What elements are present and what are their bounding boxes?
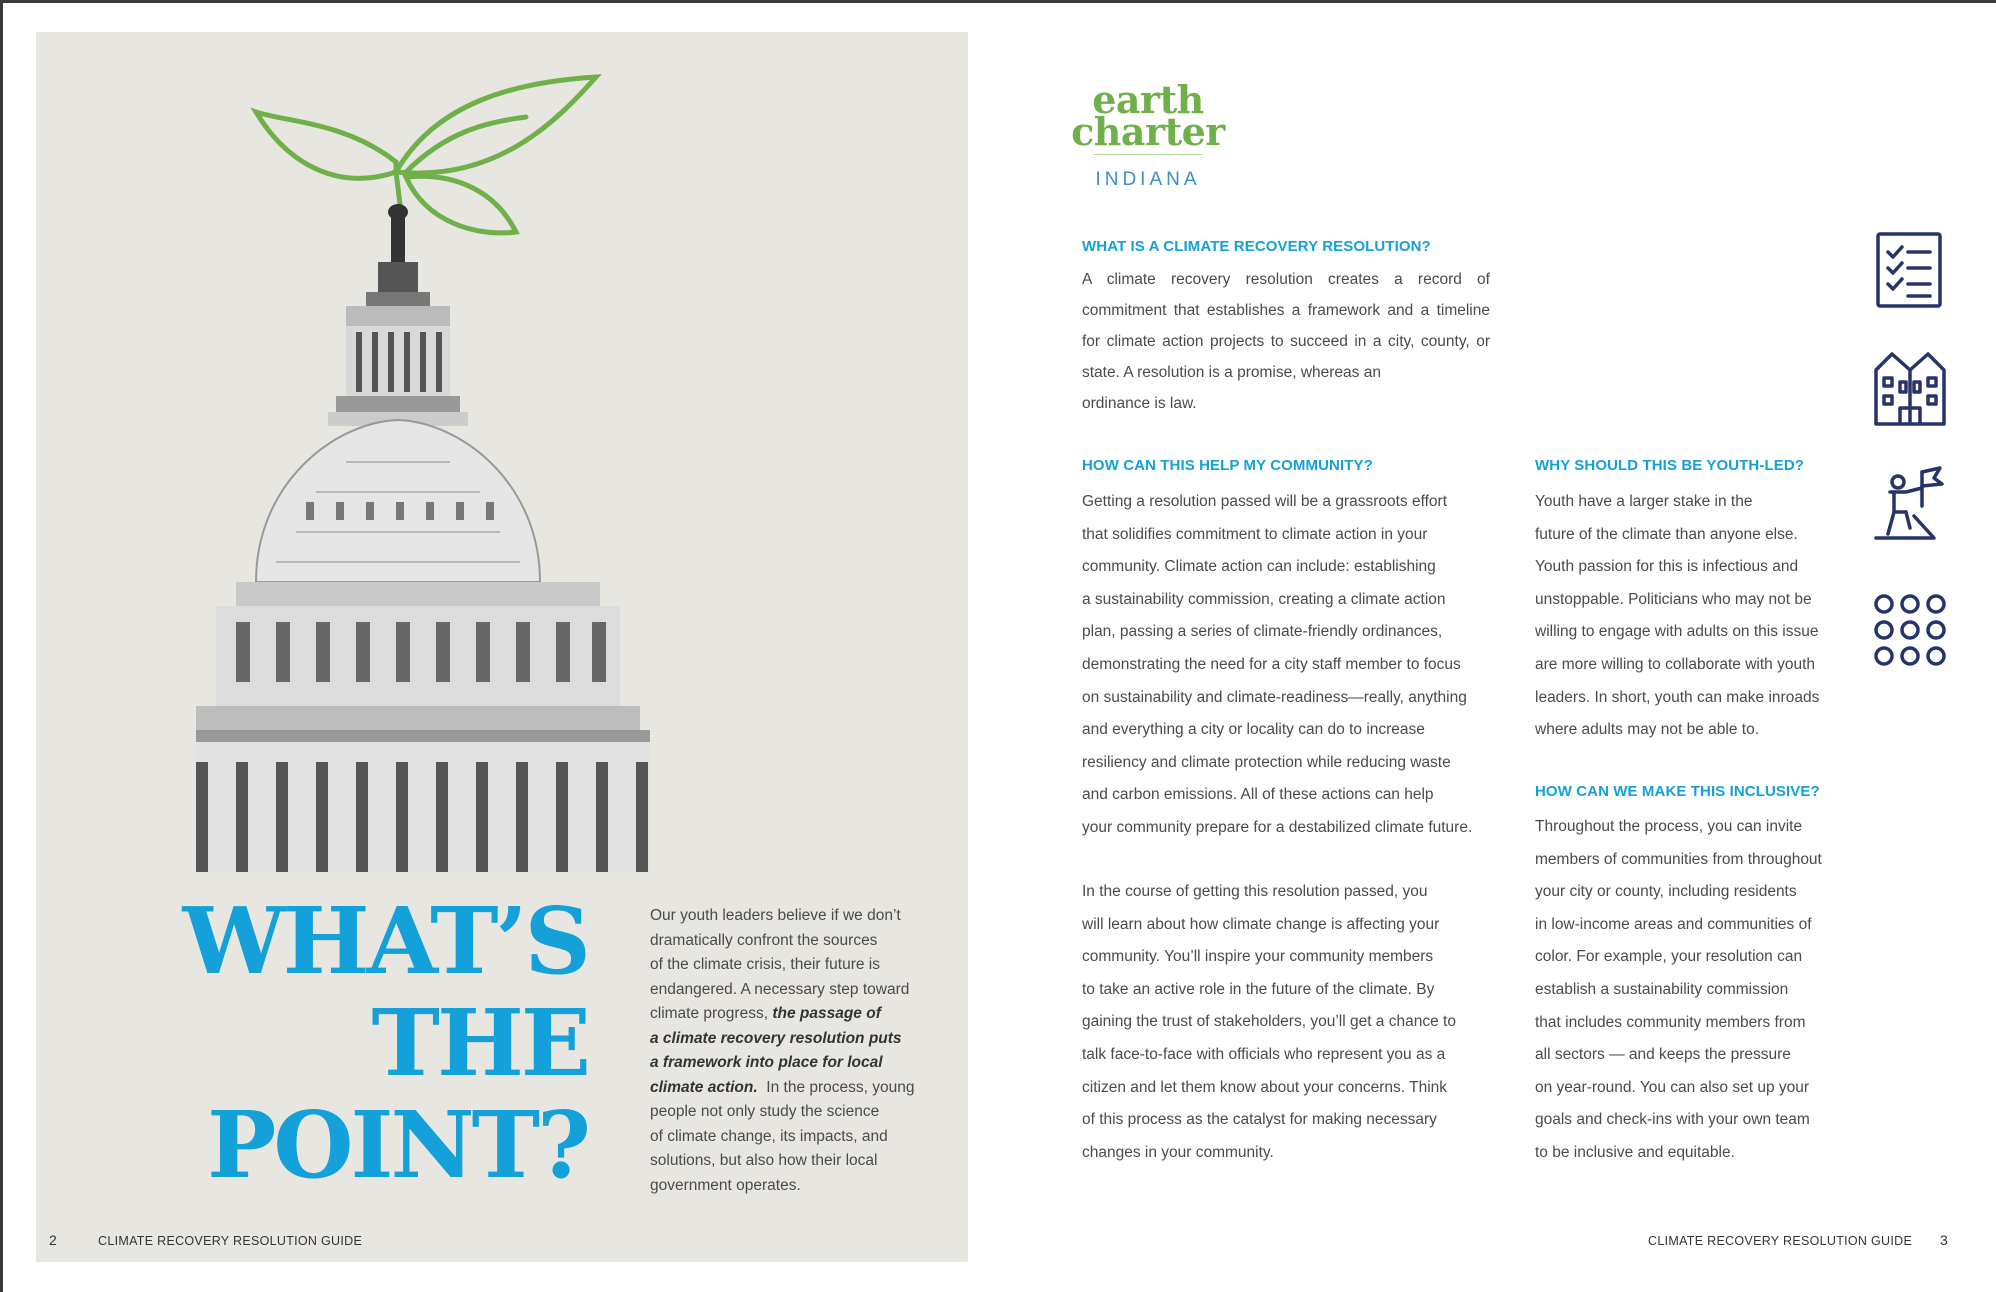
body-line: of this process as the catalyst for making necessary bbox=[1082, 1111, 1437, 1129]
intro-line: Our youth leaders believe if we don’t bbox=[650, 907, 901, 924]
body-line: resiliency and climate protection while reducing waste bbox=[1082, 753, 1451, 771]
body-line: on sustainability and climate-readiness—really, anything bbox=[1082, 688, 1467, 706]
body-line: Getting a resolution passed will be a grassroots effort bbox=[1082, 493, 1448, 510]
headline-line: THE bbox=[371, 989, 588, 1097]
section-body-help bbox=[1082, 486, 1472, 845]
body-line: gaining the trust of stakeholders, you’ll get a chance to bbox=[1082, 1013, 1456, 1031]
body-line: Youth have a larger stake in the bbox=[1535, 493, 1753, 510]
body-line: and carbon emissions. All of these actions can help bbox=[1082, 786, 1434, 804]
section-title-what: WHAT IS A CLIMATE RECOVERY RESOLUTION? bbox=[1082, 238, 1431, 255]
intro-line: government operates. bbox=[650, 1176, 801, 1194]
intro-line: people not only study the science bbox=[650, 1103, 880, 1120]
body-line: members of communities from throughout bbox=[1535, 850, 1822, 868]
body-line: will learn about how climate change is affecting your bbox=[1082, 915, 1440, 933]
intro-paragraph bbox=[650, 904, 940, 1198]
body-line: state. A resolution is a promise, whereas an bbox=[1082, 364, 1381, 381]
body-line: talk face-to-face with officials who represent you as a bbox=[1082, 1045, 1446, 1063]
section-title-inclusive: HOW CAN WE MAKE THIS INCLUSIVE? bbox=[1535, 783, 1820, 800]
section-body-youth bbox=[1535, 486, 1819, 747]
body-line: all sectors — and keeps the pressure bbox=[1535, 1046, 1791, 1064]
intro-emphasis: the passage of bbox=[772, 1005, 881, 1022]
intro-line: endangered. A necessary step toward bbox=[650, 980, 910, 998]
logo-rule bbox=[1093, 154, 1203, 155]
intro-line: dramatically confront the sources bbox=[650, 931, 878, 949]
page-number-right: 3 bbox=[1940, 1232, 1948, 1248]
body-line: changes in your community. bbox=[1082, 1143, 1274, 1161]
intro-line: of climate change, its impacts, and bbox=[650, 1127, 888, 1145]
body-line: demonstrating the need for a city staff member to focus bbox=[1082, 655, 1461, 673]
body-line: where adults may not be able to. bbox=[1535, 721, 1760, 739]
footer-label-left: CLIMATE RECOVERY RESOLUTION GUIDE bbox=[98, 1234, 363, 1248]
left-border bbox=[0, 0, 3, 1292]
intro-emphasis: a framework into place for local bbox=[650, 1054, 883, 1071]
body-line: community. Climate action can include: establishing bbox=[1082, 558, 1436, 576]
top-border bbox=[0, 0, 1996, 3]
leaf-sprout-icon bbox=[256, 77, 596, 233]
body-line: in low-income areas and communities of bbox=[1535, 915, 1812, 933]
headline-line: POINT? bbox=[207, 1091, 588, 1199]
page-number-left: 2 bbox=[49, 1232, 57, 1248]
capitol-dome-illustration bbox=[196, 62, 876, 882]
body-line: are more willing to collaborate with youth bbox=[1535, 655, 1815, 673]
body-line: unstoppable. Politicians who may not be bbox=[1535, 590, 1812, 608]
footer-label-right: CLIMATE RECOVERY RESOLUTION GUIDE bbox=[1648, 1234, 1913, 1248]
body-line: establish a sustainability commission bbox=[1535, 980, 1789, 998]
section-body-inclusive bbox=[1535, 811, 1822, 1170]
logo-line-indiana: INDIANA bbox=[1095, 169, 1201, 190]
intro-text: climate progress, bbox=[650, 1005, 773, 1022]
body-line: Throughout the process, you can invite bbox=[1535, 818, 1803, 835]
intro-text: In the process, young bbox=[757, 1078, 915, 1096]
body-line: and everything a city or locality can do to increase bbox=[1082, 721, 1425, 739]
checklist-icon bbox=[1870, 230, 1950, 310]
body-line: on year-round. You can also set up your bbox=[1535, 1078, 1810, 1096]
body-line: community. You’ll inspire your community members bbox=[1082, 948, 1434, 966]
body-line: leaders. In short, youth can make inroads bbox=[1535, 688, 1820, 706]
body-line: willing to engage with adults on this issue bbox=[1535, 623, 1819, 641]
body-line: Youth passion for this is infectious and bbox=[1535, 558, 1799, 576]
intro-line bbox=[650, 1051, 940, 1076]
headline-line: WHAT’S bbox=[182, 887, 588, 995]
section-title-youth: WHY SHOULD THIS BE YOUTH-LED? bbox=[1535, 457, 1805, 474]
climber-flag-icon bbox=[1870, 462, 1950, 542]
body-line: for climate action projects to succeed in a city, county, or bbox=[1082, 333, 1490, 350]
logo-line-charter: charter bbox=[1071, 109, 1225, 154]
body-line: your city or county, including residents bbox=[1535, 883, 1797, 901]
body-line: your community prepare for a destabilized climate future. bbox=[1082, 818, 1473, 836]
houses-icon bbox=[1870, 348, 1950, 428]
earth-charter-logo bbox=[1068, 77, 1228, 191]
intro-line bbox=[650, 1002, 940, 1027]
section-body-help-2 bbox=[1082, 876, 1456, 1169]
intro-line: of the climate crisis, their future is bbox=[650, 956, 880, 973]
intro-emphasis: climate action. bbox=[650, 1078, 758, 1096]
section-body-what bbox=[1082, 264, 1490, 419]
body-line: color. For example, your resolution can bbox=[1535, 948, 1803, 966]
logo-line-earth: earth bbox=[1092, 77, 1204, 122]
intro-line bbox=[650, 1027, 940, 1052]
body-line: In the course of getting this resolution passed, you bbox=[1082, 883, 1428, 900]
body-line: that solidifies commitment to climate action in your bbox=[1082, 525, 1428, 543]
people-grid-icon bbox=[1870, 590, 1950, 670]
body-line: to be inclusive and equitable. bbox=[1535, 1143, 1735, 1161]
body-line: future of the climate than anyone else. bbox=[1535, 525, 1798, 543]
headline bbox=[182, 887, 588, 1199]
left-page-panel bbox=[36, 32, 968, 1262]
body-line: that includes community members from bbox=[1535, 1013, 1806, 1031]
body-line: commitment that establishes a framework and a timeline bbox=[1082, 302, 1490, 319]
body-line: plan, passing a series of climate-friendly ordinances, bbox=[1082, 623, 1443, 641]
intro-emphasis: a climate recovery resolution puts bbox=[650, 1029, 902, 1047]
section-title-help: HOW CAN THIS HELP MY COMMUNITY? bbox=[1082, 457, 1373, 474]
body-line: goals and check-ins with your own team bbox=[1535, 1111, 1810, 1129]
intro-line bbox=[650, 1076, 940, 1101]
body-line: citizen and let them know about your concerns. Think bbox=[1082, 1078, 1448, 1096]
intro-line: solutions, but also how their local bbox=[650, 1152, 878, 1169]
body-line: to take an active role in the future of the climate. By bbox=[1082, 980, 1435, 998]
body-line: A climate recovery resolution creates a record of bbox=[1082, 271, 1490, 288]
body-line: a sustainability commission, creating a climate action bbox=[1082, 590, 1446, 608]
body-line: ordinance is law. bbox=[1082, 395, 1197, 412]
